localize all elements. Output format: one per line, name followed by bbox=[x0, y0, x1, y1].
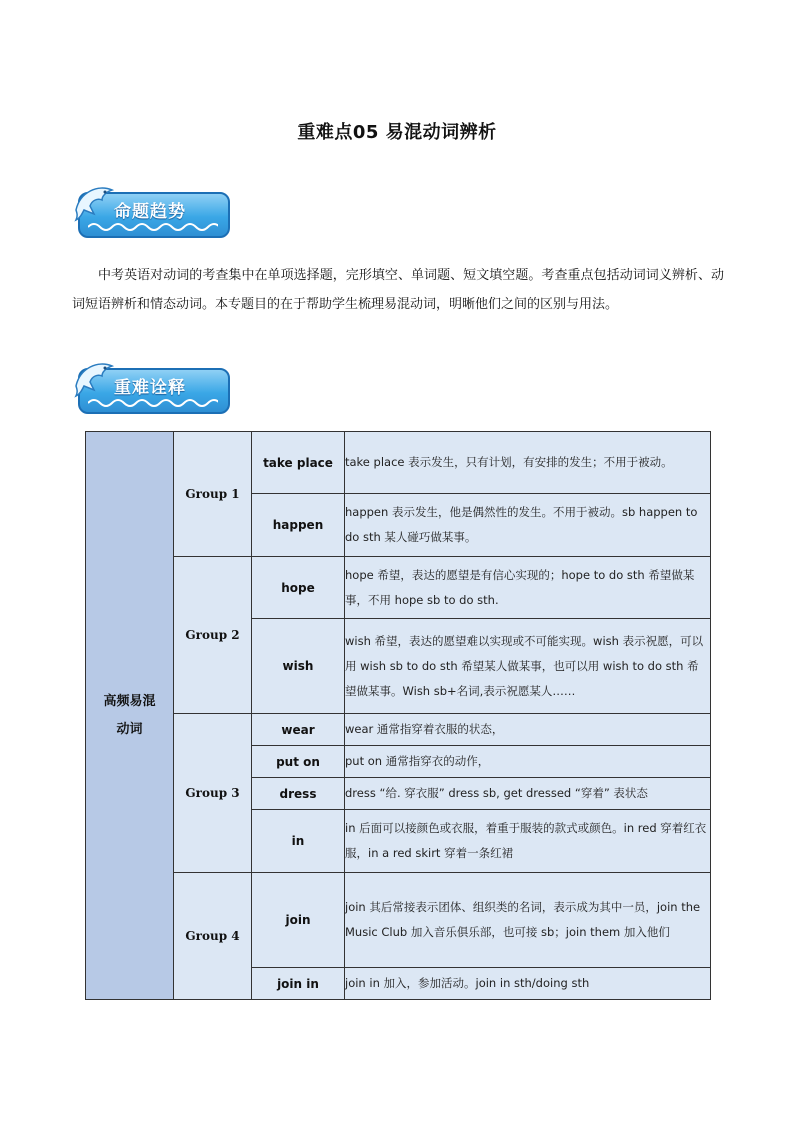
word-cell: dress bbox=[252, 778, 345, 810]
group-cell: Group 1 bbox=[174, 432, 252, 557]
table-row bbox=[86, 714, 711, 746]
desc-cell: take place 表示发生，只有计划，有安排的发生；不用于被动。 bbox=[345, 432, 711, 494]
word-cell: in bbox=[252, 810, 345, 873]
word-cell: hope bbox=[252, 557, 345, 619]
category-label: 高频易混动词 bbox=[103, 693, 156, 737]
desc-cell: join 其后常接表示团体、组织类的名词，表示成为其中一员，join the Music Club 加入音乐俱乐部，也可接 sb；join them 加入他们 bbox=[345, 873, 711, 968]
desc-cell: in 后面可以接颜色或衣服，着重于服装的款式或颜色。in red 穿着红衣服，in a red skirt 穿着一条红裙 bbox=[345, 810, 711, 873]
intro-paragraph: 中考英语对动词的考查集中在单项选择题，完形填空、单词题、短文填空题。考查重点包括动词词义辨析、动词短语辨析和情态动词。本专题目的在于帮助学生梳理易混动词，明晰他们之间的区别与用法。 bbox=[72, 268, 724, 312]
word-cell: wear bbox=[252, 714, 345, 746]
word-cell: join in bbox=[252, 968, 345, 1000]
category-cell bbox=[86, 432, 174, 1000]
group-cell: Group 4 bbox=[174, 873, 252, 1000]
word-cell: happen bbox=[252, 494, 345, 557]
banner-label: 重难诠释 bbox=[114, 378, 186, 398]
word-cell: wish bbox=[252, 619, 345, 714]
section-banner-explain bbox=[72, 356, 234, 416]
page-title: 重难点05 易混动词辨析 bbox=[297, 122, 497, 143]
desc-cell: wish 希望，表达的愿望难以实现或不可能实现。wish 表示祝愿，可以用 wish sb to do sth 希望某人做某事，也可以用 wish to do sth 希望做某事。Wish sb+名词,表示祝愿某人…… bbox=[345, 619, 711, 714]
desc-cell: wear 通常指穿着衣服的状态， bbox=[345, 714, 711, 746]
desc-cell: put on 通常指穿衣的动作， bbox=[345, 746, 711, 778]
group-cell: Group 2 bbox=[174, 557, 252, 714]
dolphin-icon bbox=[72, 180, 116, 228]
verb-comparison-table bbox=[85, 431, 711, 1000]
table-row bbox=[86, 432, 711, 494]
dolphin-icon bbox=[72, 356, 116, 404]
table-row bbox=[86, 557, 711, 619]
desc-cell: hope 希望，表达的愿望是有信心实现的；hope to do sth 希望做某事，不用 hope sb to do sth. bbox=[345, 557, 711, 619]
desc-cell: happen 表示发生，他是偶然性的发生。不用于被动。sb happen to do sth 某人碰巧做某事。 bbox=[345, 494, 711, 557]
word-cell: put on bbox=[252, 746, 345, 778]
banner-label: 命题趋势 bbox=[114, 202, 186, 222]
word-cell: take place bbox=[252, 432, 345, 494]
group-cell: Group 3 bbox=[174, 714, 252, 873]
word-cell: join bbox=[252, 873, 345, 968]
desc-cell: join in 加入，参加活动。join in sth/doing sth bbox=[345, 968, 711, 1000]
table-row bbox=[86, 873, 711, 968]
section-banner-trend bbox=[72, 180, 234, 240]
desc-cell: dress “给. 穿衣服” dress sb, get dressed “穿着” 表状态 bbox=[345, 778, 711, 810]
